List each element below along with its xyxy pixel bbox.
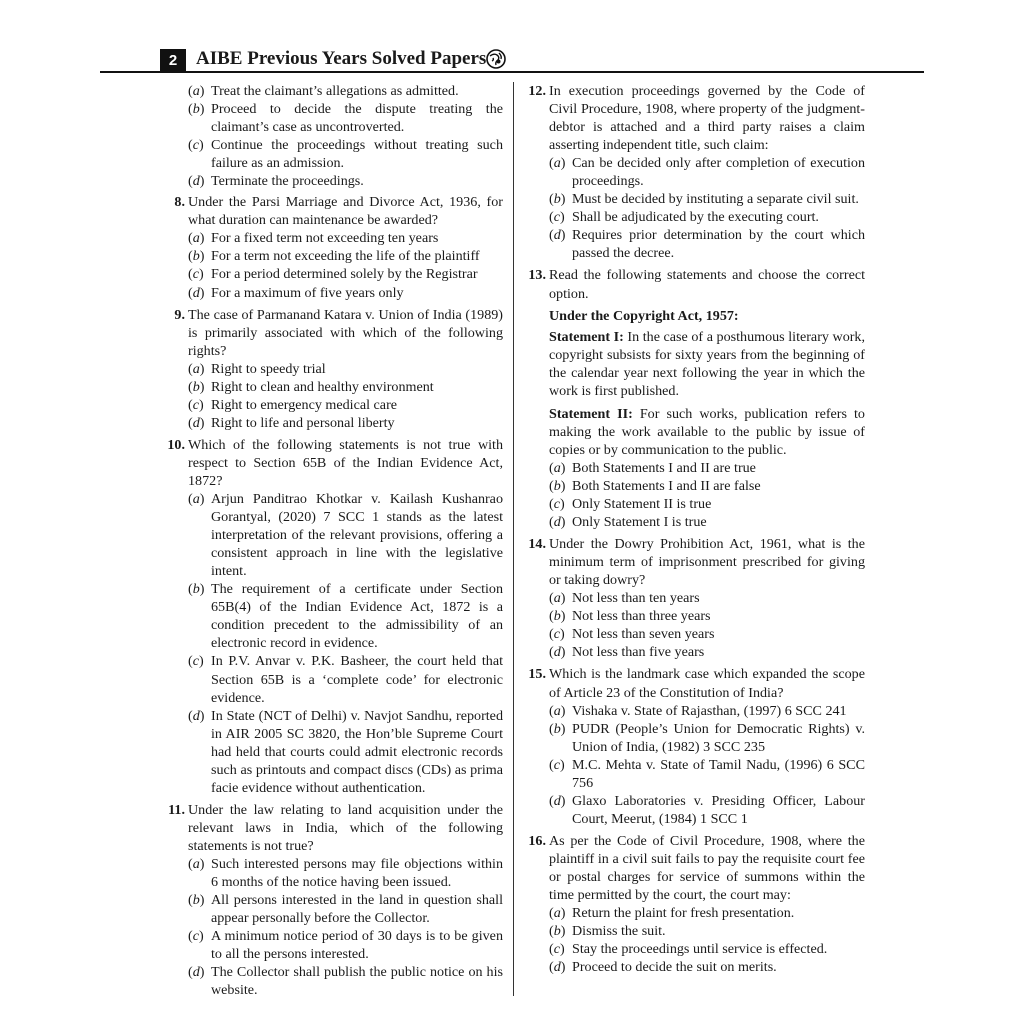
option-c: (c) Not less than seven years: [549, 626, 715, 643]
question-7-continued: [168, 82, 503, 190]
statement-1: Statement I: In the case of a posthumous literary work, copyright subsists for sixty years from the beginning of the calendar year next following the year in which the work is first published.: [549, 328, 866, 399]
option-a: (a) Arjun Panditrao Khotkar v. Kailash Kushanrao Gorantyal, (2020) 7 SCC 1 stands as the latest interpretation of the relevant provisions, offering a consistent approach in line with the legislative intent.: [188, 491, 503, 580]
option-d: (d) The Collector shall publish the public notice on his website.: [188, 964, 503, 999]
column-divider: [513, 82, 514, 996]
question-stem: In execution proceedings governed by the Code of Civil Procedure, 1908, where property of the judgment-debtor is attached and a third party raises a claim asserting independent title, such claim:: [549, 83, 865, 154]
option-b: (b) Must be decided by instituting a separate civil suit.: [549, 191, 859, 208]
option-a: (a) For a fixed term not exceeding ten years: [188, 230, 439, 247]
question-stem: Which of the following statements is not true with respect to Section 65B of the Indian Evidence Act, 1872?: [188, 436, 503, 489]
options-list: [549, 459, 865, 531]
page-header: [100, 46, 924, 72]
option-b: (b) Not less than three years: [549, 608, 711, 625]
option-d: (d) In State (NCT of Delhi) v. Navjot Sandhu, reported in AIR 2005 SC 3820, the Hon’ble Supreme Court had held that courts could admit electronic records such as printouts and compact discs (CDs) as prima facie evidence without authentication.: [188, 707, 503, 796]
option-a: (a) Right to speedy trial: [188, 360, 326, 377]
option-c: (c) M.C. Mehta v. State of Tamil Nadu, (1996) 6 SCC 756: [549, 756, 865, 791]
options-list: [188, 490, 503, 797]
option-text: Proceed to decide the dispute treating the claimant’s case as uncontroverted.: [211, 101, 503, 136]
options-list: [549, 702, 865, 828]
option-b: (b) Proceed to decide the dispute treating the claimant’s case as uncontroverted.: [188, 101, 503, 136]
option-c: (c) Only Statement II is true: [549, 496, 712, 513]
question-14: [529, 535, 865, 661]
question-8: [168, 193, 503, 301]
question-stem: Under the law relating to land acquisition under the relevant laws in India, which of the following statements is not true?: [188, 801, 503, 854]
question-number: 8.: [174, 194, 185, 211]
option-b: (b) For a term not exceeding the life of the plaintiff: [188, 248, 480, 265]
question-stem: Read the following statements and choose the correct option.: [549, 267, 865, 302]
option-a: (a) Return the plaint for fresh presentation.: [549, 905, 795, 922]
options-list: [188, 229, 503, 301]
question-12: [529, 82, 865, 262]
statement-heading: Under the Copyright Act, 1957:: [549, 307, 739, 324]
question-11: [168, 801, 503, 1000]
header-rule: [100, 71, 924, 73]
question-16: [529, 832, 865, 976]
option-c: (c) Continue the proceedings without treating such failure as an admission.: [188, 137, 503, 172]
option-d: (d) Proceed to decide the suit on merits.: [549, 959, 777, 976]
option-b: (b) Dismiss the suit.: [549, 923, 666, 940]
option-b: (b) All persons interested in the land in question shall appear personally before the Collector.: [188, 892, 503, 927]
right-column: [529, 82, 865, 980]
option-a: (a) Not less than ten years: [549, 590, 700, 607]
question-stem: Which is the landmark case which expanded the scope of Article 23 of the Constitution of India?: [549, 666, 865, 701]
option-a: (a) Vishaka v. State of Rajasthan, (1997) 6 SCC 241: [549, 702, 847, 719]
question-number: 15.: [528, 666, 546, 683]
option-c: (c) Shall be adjudicated by the executing court.: [549, 209, 819, 226]
option-text: Terminate the proceedings.: [211, 173, 364, 190]
globe-logo-icon: [486, 49, 506, 69]
option-d: (d) Only Statement I is true: [549, 514, 707, 531]
option-c: (c) Right to emergency medical care: [188, 396, 398, 413]
question-10: [168, 436, 503, 797]
option-d: (d) Right to life and personal liberty: [188, 414, 395, 431]
question-number: 14.: [528, 536, 546, 553]
option-b: (b) The requirement of a certificate under Section 65B(4) of the Indian Evidence Act, 1872 is a condition precedent to the admissibility of an electronic record in evidence.: [188, 581, 503, 652]
option-b: (b) Right to clean and healthy environment: [188, 378, 434, 395]
option-a: (a) Can be decided only after completion of execution proceedings.: [549, 155, 865, 190]
question-number: 9.: [174, 306, 185, 323]
options-list: [188, 855, 503, 999]
options-list: [549, 589, 865, 661]
question-stem: Under the Dowry Prohibition Act, 1961, what is the minimum term of imprisonment prescribed for giving or taking dowry?: [549, 536, 865, 589]
options-list: [549, 904, 865, 976]
option-d: (d) Not less than five years: [549, 644, 705, 661]
statement-2: Statement II: For such works, publication refers to making the work available to the public by issue of copies or by communication to the public.: [549, 405, 865, 458]
option-c: (c) For a period determined solely by the Registrar: [188, 266, 478, 283]
question-stem: Under the Parsi Marriage and Divorce Act, 1936, for what duration can maintenance be awarded?: [188, 194, 503, 229]
options-list: [188, 360, 503, 432]
option-d: (d) For a maximum of five years only: [188, 284, 404, 301]
option-text: Treat the claimant’s allegations as admitted.: [211, 83, 459, 99]
question-number: 13.: [528, 267, 546, 284]
question-number: 11.: [168, 801, 185, 818]
option-a: (a) Both Statements I and II are true: [549, 459, 756, 476]
option-c: (c) In P.V. Anvar v. P.K. Basheer, the court held that Section 65B is a ‘complete code’ for electronic evidence.: [188, 653, 503, 706]
question-stem: As per the Code of Civil Procedure, 1908, where the plaintiff in a civil suit fails to pay the requisite court fee or postal charges for service of summons within the time permitted by the court, the court may:: [549, 832, 865, 904]
option-c: (c) A minimum notice period of 30 days is to be given to all the persons interested.: [188, 928, 503, 963]
question-number: 16.: [528, 832, 546, 849]
option-text: Continue the proceedings without treating such failure as an admission.: [211, 137, 503, 172]
option-b: (b) Both Statements I and II are false: [549, 477, 761, 494]
question-stem: The case of Parmanand Katara v. Union of India (1989) is primarily associated with which of the following rights?: [188, 306, 503, 359]
question-number: 10.: [167, 436, 185, 453]
option-c: (c) Stay the proceedings until service is effected.: [549, 941, 828, 958]
book-title: AIBE Previous Years Solved Papers: [196, 48, 487, 69]
option-d: (d) Glaxo Laboratories v. Presiding Officer, Labour Court, Meerut, (1984) 1 SCC 1: [549, 792, 865, 827]
option-d: (d) Requires prior determination by the court which passed the decree.: [549, 227, 865, 262]
question-number: 12.: [528, 83, 546, 99]
options-list: [549, 154, 865, 262]
left-column: [168, 82, 503, 1003]
option-a: (a) Treat the claimant’s allegations as admitted.: [188, 83, 459, 99]
question-9: [168, 306, 503, 432]
options-list: [188, 82, 503, 190]
question-15: [529, 665, 865, 827]
option-a: (a) Such interested persons may file objections within 6 months of the notice having been issued.: [188, 855, 503, 891]
page-number: 2: [160, 49, 186, 71]
option-d: (d) Terminate the proceedings.: [188, 173, 364, 190]
question-13: [529, 266, 865, 531]
option-b: (b) PUDR (People’s Union for Democratic Rights) v. Union of India, (1982) 3 SCC 235: [549, 720, 865, 755]
